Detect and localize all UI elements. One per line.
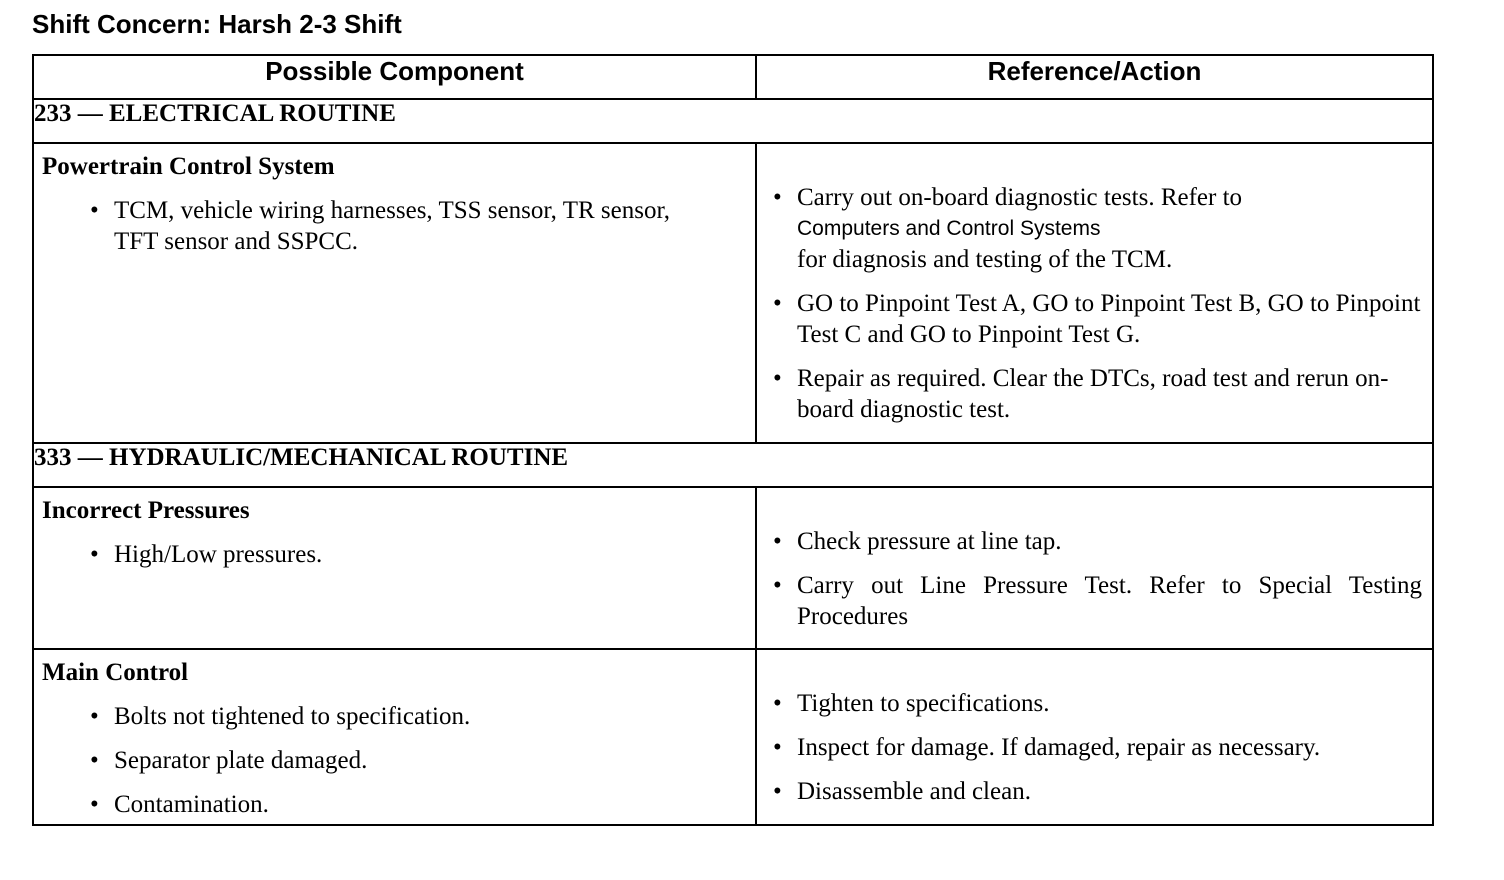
table-row [33,487,1433,649]
action-list [757,526,1432,632]
bullet-icon: • [773,290,782,317]
bullet-icon: • [773,572,782,599]
reference-link-computers: Computers and Control Systems [797,217,1101,240]
action-text: Check pressure at line tap. [797,528,1062,555]
section-row-hydraulic [33,443,1433,487]
group-title-powertrain: Powertrain Control System [42,153,335,180]
bullet-icon: • [773,778,782,805]
section-heading-electrical: 233 — ELECTRICAL ROUTINE [33,99,1433,143]
action-text: Inspect for damage. If damaged, repair as necessary. [797,734,1321,761]
list-item [773,688,1422,719]
action-cell [756,649,1433,825]
column-header-reference: Reference/Action [756,55,1433,99]
list-item [773,182,1422,275]
bullet-icon: • [773,184,782,211]
action-list [757,182,1432,425]
component-text: Bolts not tightened to specification. [114,703,471,730]
action-list [757,688,1432,807]
list-item [34,195,755,257]
list-item [34,789,755,820]
action-text: for diagnosis and testing of the TCM. [797,246,1173,273]
list-item [773,570,1422,632]
action-text: GO to Pinpoint Test A, GO to Pinpoint Test B, GO to Pinpoint Test C and GO to Pinpoint Test G. [797,290,1421,348]
table-header-row [33,55,1433,99]
list-item [34,745,755,776]
list-item [773,776,1422,807]
bullet-icon: • [90,541,99,568]
component-cell [33,649,756,825]
bullet-icon: • [90,197,99,224]
component-text: Contamination. [114,791,269,818]
table-row [33,143,1433,443]
group-title-incorrect-pressures: Incorrect Pressures [42,497,250,524]
table-row [33,649,1433,825]
group-title-main-control: Main Control [42,659,189,686]
component-text: High/Low pressures. [114,541,323,568]
list-item [773,526,1422,557]
action-cell [756,143,1433,443]
bullet-icon: • [773,365,782,392]
list-item [773,732,1422,763]
bullet-icon: • [90,703,99,730]
list-item [34,539,755,570]
list-item [773,363,1422,425]
column-header-component: Possible Component [33,55,756,99]
section-row-electrical [33,99,1433,143]
component-list [34,539,755,570]
bullet-icon: • [90,747,99,774]
action-text: Repair as required. Clear the DTCs, road test and rerun on-board diagnostic test. [797,365,1389,423]
list-item [34,701,755,732]
component-list [34,701,755,820]
bullet-icon: • [773,690,782,717]
page-title: Shift Concern: Harsh 2-3 Shift [32,9,402,39]
action-text: Disassemble and clean. [797,778,1031,805]
shift-concern-table [32,54,1434,826]
action-text: Carry out on-board diagnostic tests. Refer to [797,184,1243,211]
action-cell [756,487,1433,649]
component-cell [33,487,756,649]
component-text: Separator plate damaged. [114,747,368,774]
bullet-icon: • [90,791,99,818]
component-cell [33,143,756,443]
component-list [34,195,755,257]
bullet-icon: • [773,734,782,761]
action-text: Carry out Line Pressure Test. Refer to Special Testing Procedures [797,572,1422,630]
list-item [773,288,1422,350]
component-text: TCM, vehicle wiring harnesses, TSS sensor, TR sensor, TFT sensor and SSPCC. [114,197,671,255]
bullet-icon: • [773,528,782,555]
section-heading-hydraulic: 333 — HYDRAULIC/MECHANICAL ROUTINE [33,443,1433,487]
action-text: Tighten to specifications. [797,690,1050,717]
